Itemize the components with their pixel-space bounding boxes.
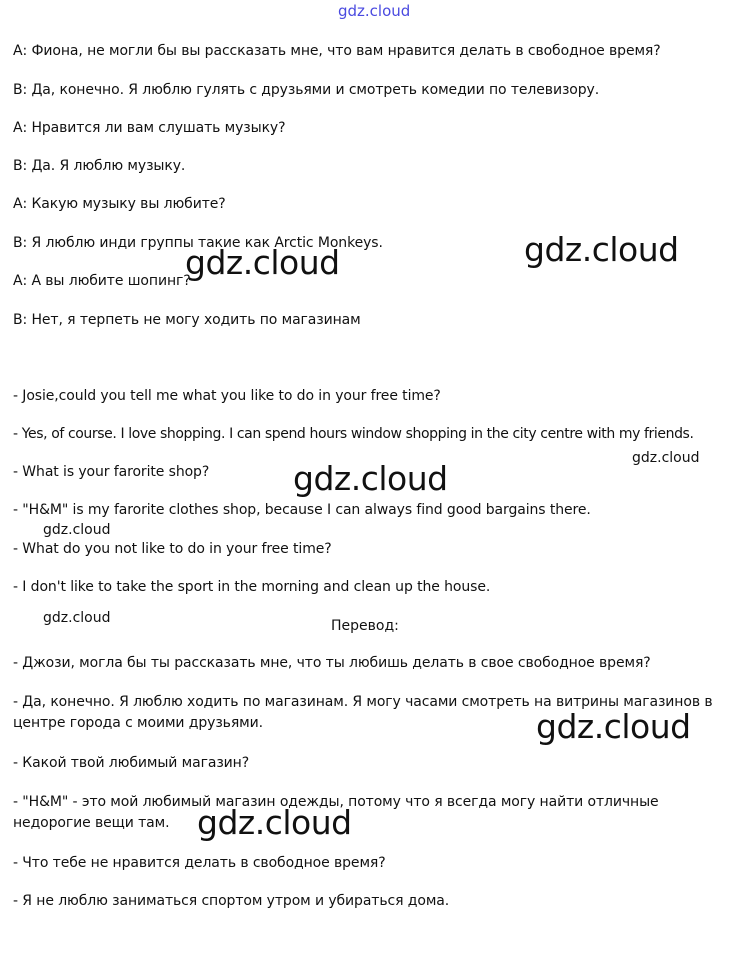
dialogue-en-line-5: - What do you not like to do in your free time?: [13, 541, 332, 557]
dialogue-ru-line-3: А: Нравится ли вам слушать музыку?: [13, 120, 286, 136]
dialogue-ru-line-2: В: Да, конечно. Я люблю гулять с друзьями и смотреть комедии по телевизору.: [13, 82, 600, 98]
watermark-small: gdz.cloud: [43, 522, 111, 538]
watermark-large: gdz.cloud: [185, 243, 340, 282]
translation-line-6: - Я не люблю заниматься спортом утром и убираться дома.: [13, 893, 450, 909]
dialogue-ru-line-5: А: Какую музыку вы любите?: [13, 196, 226, 212]
translation-line-1: - Джози, могла бы ты рассказать мне, что ты любишь делать в свое свободное время?: [13, 655, 651, 671]
translation-line-4: - "H&M" - это мой любимый магазин одежды, потому что я всегда могу найти отличные недорогие вещи там.: [13, 794, 659, 831]
watermark-large: gdz.cloud: [293, 459, 448, 498]
dialogue-en-line-2: - Yes, of course. I love shopping. I can spend hours window shopping in the city centre with my friends.: [13, 426, 694, 442]
watermark-large: gdz.cloud: [536, 707, 691, 746]
dialogue-ru-line-8: В: Нет, я терпеть не могу ходить по магазинам: [13, 312, 361, 328]
translation-heading: Перевод:: [331, 618, 399, 634]
watermark-large: gdz.cloud: [197, 803, 352, 842]
translation-line-5: - Что тебе не нравится делать в свободное время?: [13, 855, 386, 871]
watermark-small: gdz.cloud: [43, 610, 111, 626]
header-watermark: gdz.cloud: [338, 2, 411, 20]
dialogue-en-line-1: - Josie,could you tell me what you like to do in your free time?: [13, 388, 441, 404]
dialogue-en-line-4: - "H&M" is my farorite clothes shop, because I can always find good bargains there.: [13, 502, 591, 518]
dialogue-en-line-6: - I don't like to take the sport in the morning and clean up the house.: [13, 579, 491, 595]
translation-line-3: - Какой твой любимый магазин?: [13, 755, 250, 771]
watermark-small: gdz.cloud: [632, 450, 700, 466]
watermark-large: gdz.cloud: [524, 230, 679, 269]
dialogue-ru-line-1: А: Фиона, не могли бы вы рассказать мне, что вам нравится делать в свободное время?: [13, 43, 661, 59]
dialogue-ru-line-4: В: Да. Я люблю музыку.: [13, 158, 186, 174]
translation-line-2: - Да, конечно. Я люблю ходить по магазинам. Я могу часами смотреть на витрины магазинов в центре города с моими друзьями.: [13, 694, 713, 731]
dialogue-ru-line-7: А: А вы любите шопинг?: [13, 273, 191, 289]
dialogue-ru-line-6: В: Я люблю инди группы такие как Arctic Monkeys.: [13, 235, 383, 251]
dialogue-en-line-3: - What is your farorite shop?: [13, 464, 210, 480]
